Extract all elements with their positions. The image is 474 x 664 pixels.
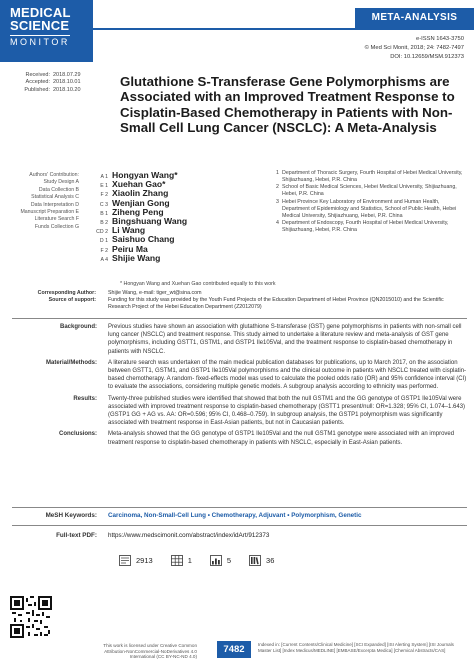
published-label: Published: [24,86,50,93]
books-icon [249,555,261,566]
support-label: Source of support: [48,297,96,303]
author-row [88,234,268,243]
mesh-value[interactable]: Carcinoma, Non-Small-Cell Lung • Chemotherapy, Adjuvant • Polymorphism, Genetic [108,512,362,519]
correspondence-value: Shijie Wang, e-mail: tiger_wt@sina.com [108,290,202,296]
header-rule [93,28,474,30]
author-row [88,198,268,207]
author-code: B 1 [100,210,108,217]
fulltext-link[interactable]: https://www.medscimonit.com/abstract/index/idArt/912373 [108,532,270,539]
fulltext-pdf [12,532,468,539]
affiliation [276,220,466,234]
logo-line-2: SCIENCE [10,18,70,33]
author-name: Bingshuang Wang [112,215,188,226]
author-name: Ziheng Peng [112,206,164,217]
abstract-section [12,395,468,428]
article-stats [119,555,292,566]
abstract-text: A literature search was undertaken of the main medical publication databases for publications, up to March 2017, on the association between GSTT1, GSTM1, and GSTP1 Ile105Val polymorphisms and the clinical outcome in patients with NSCLC treated with cisplatin-based chemotherapy. A random- fixed-effects model was used to calculate the pooled odds ratio (OR) and 95% confidence interval (CI) to evaluate the associations, considering multiple genetic models. A subgroup analysis according to ethnicity was performed. [108,359,467,391]
word-count [119,555,153,566]
abstract-label: Results: [73,395,97,402]
received-label: Received: [25,72,50,78]
author-name: Xuehan Gao* [112,179,166,190]
qr-code[interactable] [10,596,52,638]
author-row [88,207,268,216]
dates-block [12,72,97,94]
abstract-label: Background: [59,324,97,330]
divider [12,525,467,526]
contrib-line: Study Design A [43,179,79,186]
author-code: F 2 [100,247,108,254]
author-row [88,253,268,262]
abstract-label: Material/Methods: [45,359,97,366]
citation: © Med Sci Monit, 2018; 24: 7482-7497 [364,45,464,51]
abstract-label: Conclusions: [58,431,97,438]
citation-block [365,35,464,62]
contrib-line: Funds Collection G [34,223,79,230]
affiliation-text: Hebei Province Key Laboratory of Environment and Human Health, Department of Epidemiology and Statistics, School of Public Health, Hebei Medical University, Shijiazhuang, Hebei, P.R. China [282,198,457,219]
abstract-section [12,359,468,392]
author-name: Peiru Ma [112,243,148,254]
author-name: Xiaolin Zhang [112,188,169,199]
author-row [88,170,268,179]
author-name: Shijie Wang [112,252,161,263]
table-icon [171,555,183,566]
contrib-line: Data Interpretation D [30,201,79,208]
figure-count-value: 5 [226,556,232,565]
affiliation-number: 3 [276,198,279,205]
affiliation-text: School of Basic Medical Sciences, Hebei Medical University, Shijiazhuang, Hebei, P.R. China [282,184,457,198]
author-name: Hongyan Wang* [112,170,178,180]
affiliation-number: 4 [276,220,279,227]
affiliation [276,184,466,198]
author-row [88,179,268,188]
reference-count [249,555,274,566]
published-date: 2018.10.20 [53,86,81,93]
affiliation-text: Department of Thoracic Surgery, Fourth Hospital of Hebei Medical University, Shijiazhuang, Hebei, P.R. China [282,170,463,183]
abstract-section [12,430,468,446]
author-code: D 1 [99,238,108,245]
author-name: Wenjian Gong [112,197,170,208]
contrib-line: Literature Search F [34,216,79,223]
author-code: A 4 [100,256,108,263]
issn: e-ISSN 1643-3750 [415,36,464,42]
author-row [88,225,268,234]
contrib-line: Authors' Contribution: [29,172,79,178]
reference-count-value: 36 [266,556,275,565]
contrib-line: Statistical Analysis C [31,194,79,201]
accepted-date: 2018.10.01 [53,79,81,86]
author-row [88,188,268,197]
author-name: Saishuo Chang [112,234,175,245]
affiliation-list [276,170,466,235]
correspondence-label: Corresponding Author: [37,290,96,296]
abstract-section [12,323,468,356]
section-banner: META-ANALYSIS [355,8,474,28]
author-code: F 2 [100,192,108,199]
mesh-label: MeSH Keywords: [45,512,97,519]
abstract-text: Twenty-three published studies were identified that showed that both the null GSTM1 and the GG genotype of GSTP1 Ile105Val were associated with improved treatment response to cisplatin-based chemotherapy (GSTT1 present/null: OR=1.328; 95% CI, 1.074–1.643) (GSTP1 GG + AG vs. AA: OR=0.596; 95% CI, 0.468–0.759). In subgroup analysis, the GSTP1 polymorphism was significantly associated with treatment response in East-Asian patients, but not in Caucasian patients. [108,395,466,427]
table-count [171,555,192,566]
fulltext-label: Full-text PDF: [56,532,97,539]
author-row [88,244,268,253]
contrib-line: Manuscript Preparation E [20,209,79,216]
equal-contribution-note: * Hongyan Wang and Xuehan Gao contributed equally to this work [120,281,276,287]
doi: DOI: 10.12659/MSM.912373 [390,54,464,60]
divider [12,507,467,508]
accepted-label: Accepted: [25,79,50,86]
affiliation-number: 2 [276,184,279,191]
divider [12,318,467,319]
logo-line-3: MONITOR [10,37,70,47]
contribution-legend [12,172,79,231]
abstract-text: Previous studies have shown an association with glutathione S-transferase (GST) gene polymorphisms in patients with non-small cell lung cancer (NSCLC) and treatment response. This study aimed to undertake a literature review and meta-analysis of GST gene polymorphisms, including GSTT1, GSTM1, and GSTP1 Ile105Val, and the treatment response to cisplatin-based chemotherapy in patients with NSCLC. [108,324,462,355]
abstract [12,323,468,447]
document-icon [119,555,131,566]
affiliation-number: 1 [276,170,279,176]
logo-line-1: MEDICAL [10,5,71,20]
author-code: E 1 [100,183,108,190]
author-code: CD 2 [96,229,108,236]
support-value: Funding for this study was provided by the Youth Fund Projects of the Education Department of Hebei Province (QN2015010) and the Scientific Research Project of the Hebei Education Department (Z2012079) [108,297,444,310]
indexed-in: Indexed in: [Current Contents/Clinical Medicine] [SCI Expanded] [ISI Alerting System] [ISI Journals Master List] [Index Medicus/MEDLINE] [EMBASE/Excerpta Medica] [Chemical Abstracts/CAS] [258,642,454,653]
license-note: This work is licensed under Creative Common Attribution-NonCommercial-NoDerivatives 4.0 International (CC BY-NC-ND 4.0) [103,643,197,660]
table-count-value: 1 [187,556,192,565]
word-count-value: 2913 [136,556,153,565]
received-date: 2018.07.29 [53,72,81,78]
mesh-keywords [12,512,468,519]
figure-count [210,555,231,566]
affiliation-text: Department of Endoscopy, Fourth Hospital of Hebei Medical University, Shijiazhuang, Hebei, P.R. China [282,220,449,234]
contrib-line: Data Collection B [38,186,79,193]
author-row [88,216,268,225]
author-name: Li Wang [112,225,146,236]
page-number: 7482 [217,641,251,658]
journal-logo [0,0,93,62]
affiliation [276,170,466,184]
abstract-text: Meta-analysis showed that the GG genotype of GSTP1 Ile105Val and the null GSTM1 genotype were associated with an improved treatment response to cisplatin-based chemotherapy in patients with NSCLC, especially in East-Asian patients. [108,431,455,446]
author-code: B 2 [100,219,108,226]
author-list [88,170,268,262]
article-info [12,290,467,311]
author-code: A 1 [100,174,108,180]
article-title: Glutathione S-Transferase Gene Polymorphisms are Associated with an Improved Treatment Response to Cisplatin-Based Chemotherapy in Patients with Non-Small Cell Lung Cancer (NSCLC): A Meta-Analysis [120,74,455,136]
affiliation [276,199,466,220]
chart-icon [210,555,222,566]
author-code: C 3 [99,201,108,208]
